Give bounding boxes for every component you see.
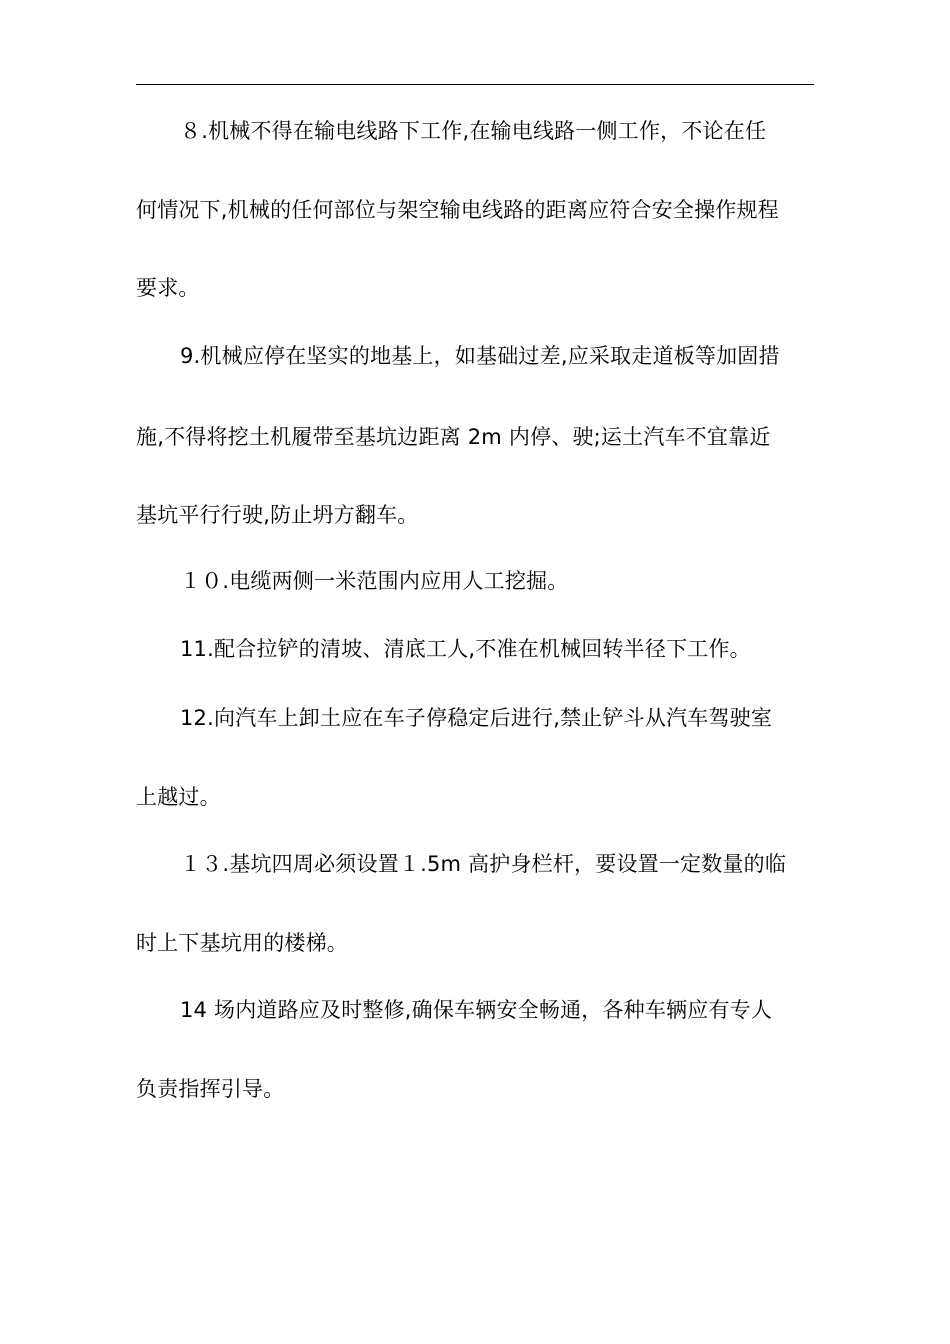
text-line: １３.基坑四周必须设置１.5m 高护身栏杆，要设置一定数量的临 [180,852,787,876]
text-line: 上越过。 [136,785,221,809]
header-rule [136,84,814,85]
text-line: 负责指挥引导。 [136,1077,285,1101]
text-line: 12.向汽车上卸土应在车子停稳定后进行,禁止铲斗从汽车驾驶室 [180,706,773,730]
text-line: 基坑平行行驶,防止坍方翻车。 [136,503,419,527]
text-line: ８.机械不得在输电线路下工作,在输电线路一侧工作，不论在任 [180,119,767,143]
text-line: 时上下基坑用的楼梯。 [136,931,348,955]
text-line: 9.机械应停在坚实的地基上，如基础过差,应采取走道板等加固措 [180,344,780,368]
text-line: 11.配合拉铲的清坡、清底工人,不准在机械回转半径下工作。 [180,637,751,661]
text-line: １０.电缆两侧一米范围内应用人工挖掘。 [180,569,569,593]
text-line: 14 场内道路应及时整修,确保车辆安全畅通，各种车辆应有专人 [180,998,773,1022]
text-line: 要求。 [136,276,200,300]
text-line: 施,不得将挖土机履带至基坑边距离 2m 内停、驶;运土汽车不宜靠近 [136,425,771,449]
text-line: 何情况下,机械的任何部位与架空输电线路的距离应符合安全操作规程 [136,198,779,222]
